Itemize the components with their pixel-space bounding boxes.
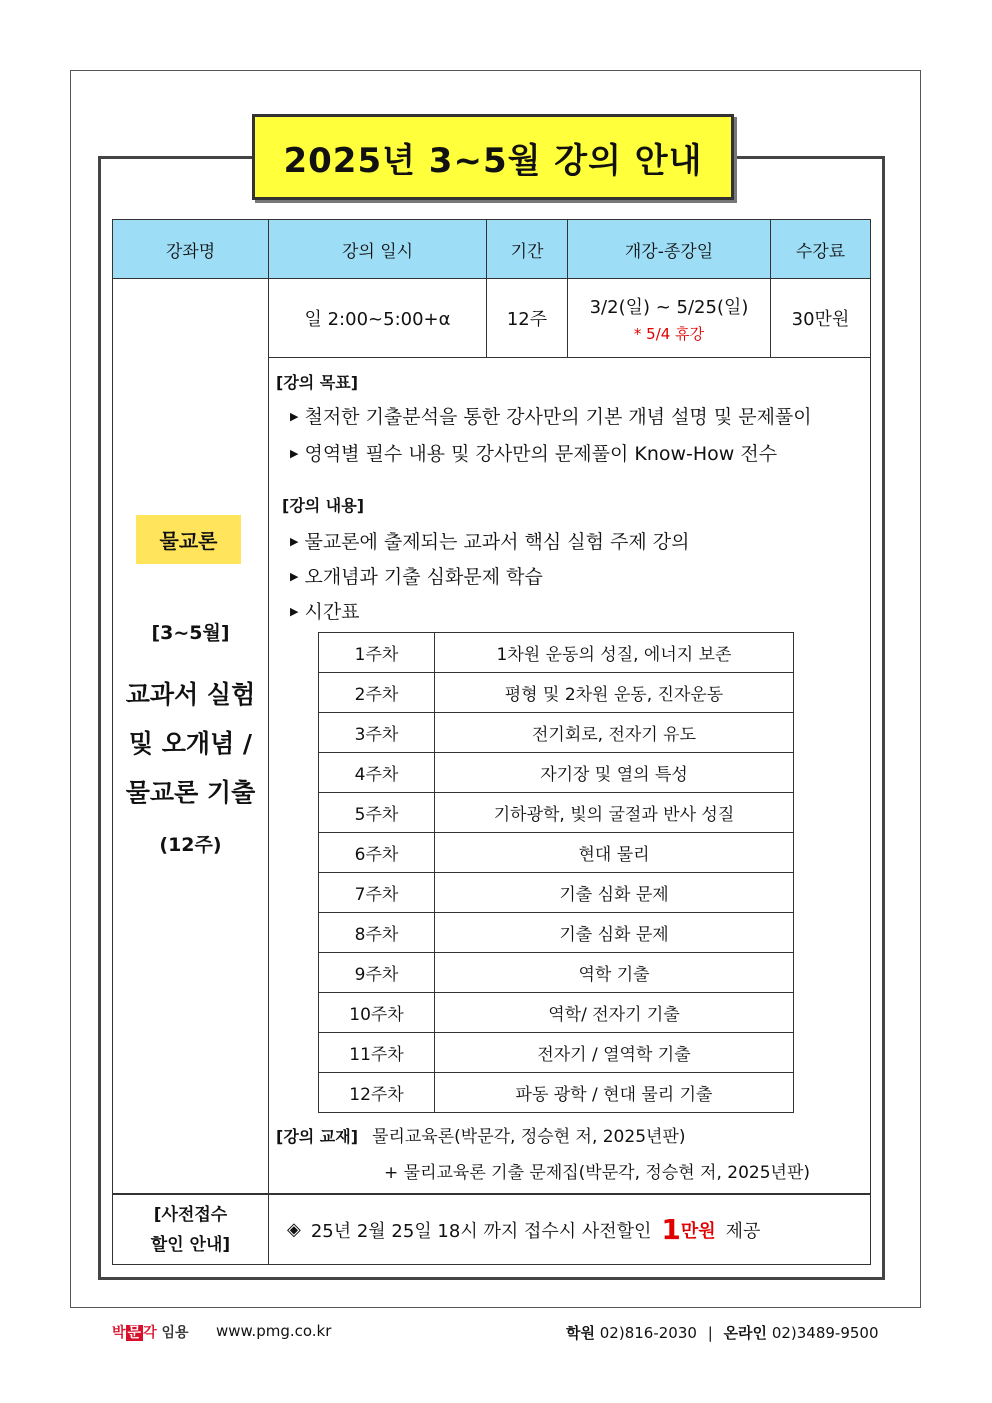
textbook-title: [강의 교재] [276, 1127, 359, 1146]
content-title: [강의 내용] [282, 496, 365, 515]
textbook-line-1: [강의 교재] 물리교육론(박문각, 정승현 저, 2025년판) [276, 1127, 686, 1147]
discount-text-after: 제공 [725, 1220, 761, 1242]
discount-text: 25년 2월 25일 18시 까지 접수시 사전할인 [310, 1220, 652, 1242]
publisher-logo: 박 문 각 임용 [112, 1325, 189, 1341]
table-row: 10주차 역학/ 전자기 기출 [319, 993, 794, 1033]
goal-item: ▶ 철저한 기출분석을 통한 강사만의 기본 개념 설명 및 문제풀이 [290, 406, 812, 428]
title-box [252, 114, 734, 200]
bullet-triangle-icon: ▶ [290, 447, 299, 460]
goals-title: [강의 목표] [276, 373, 359, 392]
duration: 12주 [486, 278, 568, 358]
timetable [318, 632, 794, 1113]
course-weeks: (12주) [159, 834, 222, 856]
table-row: 7주차 기출 심화 문제 [319, 873, 794, 913]
course-desc-line-1: 교과서 실험 [125, 680, 256, 709]
discount-amount: 1 [661, 1213, 681, 1246]
table-row: 12주차 파동 광학 / 현대 물리 기출 [319, 1073, 794, 1113]
table-row: 1주차 1차원 운동의 성질, 에너지 보존 [319, 633, 794, 673]
content-item: ▶ 물교론에 출제되는 교과서 핵심 실험 주제 강의 [290, 531, 690, 553]
header-duration: 기간 [486, 219, 568, 279]
course-desc-line-3: 물교론 기출 [125, 778, 256, 807]
textbook-line-2: + 물리교육론 기출 문제집(박문각, 정승현 저, 2025년판) [384, 1163, 811, 1183]
bullet-triangle-icon: ▶ [290, 410, 299, 423]
schedule-time: 일 2:00~5:00+α [268, 278, 487, 358]
page-title: 2025년 3~5월 강의 안내 [283, 140, 703, 181]
website-link[interactable]: www.pmg.co.kr [216, 1322, 332, 1340]
contact-info: 학원 02)816-2030 | 온라인 02)3489-9500 [566, 1324, 879, 1342]
table-row: 9주차 역학 기출 [319, 953, 794, 993]
course-name-badge: 물교론 [136, 515, 241, 564]
header-schedule: 강의 일시 [268, 219, 487, 279]
table-row: 3주차 전기회로, 전자기 유도 [319, 713, 794, 753]
table-row: 4주차 자기장 및 열의 특성 [319, 753, 794, 793]
table-row: 6주차 현대 물리 [319, 833, 794, 873]
header-dates: 개강-종강일 [567, 219, 771, 279]
course-period: [3~5월] [151, 622, 230, 644]
diamond-icon: ◈ [287, 1219, 301, 1240]
discount-info [268, 1194, 871, 1265]
discount-label: [사전접수 할인 안내] [112, 1194, 269, 1265]
content-item: ▶ 시간표 [290, 601, 360, 623]
dates-note: * 5/4 휴강 [633, 324, 705, 343]
bullet-triangle-icon: ▶ [290, 605, 299, 618]
table-row: 2주차 평형 및 2차원 운동, 진자운동 [319, 673, 794, 713]
header-fee: 수강료 [770, 219, 871, 279]
table-row: 11주차 전자기 / 열역학 기출 [319, 1033, 794, 1073]
table-row: 8주차 기출 심화 문제 [319, 913, 794, 953]
course-desc-line-2: 및 오개념 / [128, 729, 253, 758]
dates-cell [567, 278, 771, 358]
content-item: ▶ 오개념과 기출 심화문제 학습 [290, 566, 543, 588]
bullet-triangle-icon: ▶ [290, 535, 299, 548]
discount-unit: 만원 [680, 1220, 716, 1242]
bullet-triangle-icon: ▶ [290, 570, 299, 583]
goal-item: ▶ 영역별 필수 내용 및 강사만의 문제풀이 Know-How 전수 [290, 443, 778, 465]
header-course-name: 강좌명 [112, 219, 269, 279]
fee: 30만원 [770, 278, 871, 358]
table-row: 5주차 기하광학, 빛의 굴절과 반사 성질 [319, 793, 794, 833]
course-dates: 3/2(일) ~ 5/25(일) [589, 296, 749, 318]
